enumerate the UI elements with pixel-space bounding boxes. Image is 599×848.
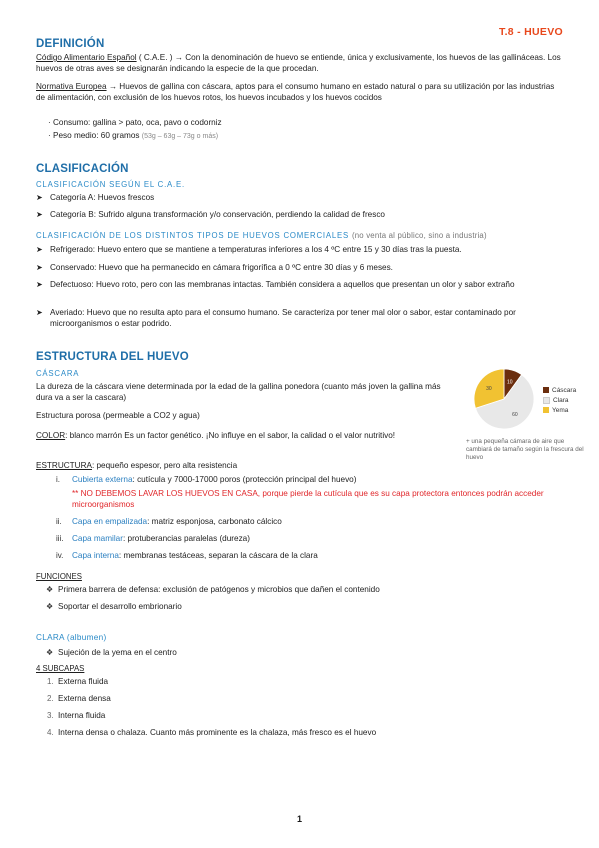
- arrow-bullet-icon: ➤: [36, 308, 43, 317]
- legend-label: Clara: [553, 397, 569, 404]
- funciones-title: FUNCIONES: [36, 572, 82, 581]
- egg-composition-pie-chart: [466, 366, 542, 432]
- pie-label-cáscara: 10: [506, 379, 513, 386]
- layer-number: i.: [56, 475, 60, 484]
- color-label: COLOR: [36, 431, 66, 440]
- consumo-line: · Consumo: gallina > pato, oca, pavo o codorniz: [48, 118, 222, 127]
- layer-name: Capa mamilar: [72, 534, 123, 543]
- subcapa-number: 1.: [47, 677, 54, 686]
- pie-caption: + una pequeña cámara de aire que cambiará de tamaño según la frescura del huevo: [466, 438, 584, 461]
- layer-number: iii.: [56, 534, 64, 543]
- type-averiado: Averiado: Huevo que no resulta apto para el consumo humano. Se caracteriza por tener mal olor o sabor, estar contaminado por microorganismos o estar podrido.: [50, 308, 516, 328]
- pie-label-yema: 30: [486, 386, 492, 393]
- diamond-bullet-icon: ❖: [46, 648, 54, 657]
- layer-mamilar: [72, 534, 250, 545]
- subcapa-number: 3.: [47, 711, 54, 720]
- estructura-label: ESTRUCTURA: [36, 461, 92, 470]
- layer-text: : matriz esponjosa, carbonato cálcico: [147, 517, 282, 526]
- legend-label: Cáscara: [552, 387, 577, 394]
- layer-name: Cubierta externa: [72, 475, 133, 484]
- pie-legend: [543, 386, 576, 416]
- peso-text: · Peso medio: 60 gramos: [48, 131, 140, 140]
- subtitle-cae: CLASIFICACIÓN SEGÚN EL C.A.E.: [36, 180, 185, 189]
- arrow-bullet-icon: ➤: [36, 263, 43, 272]
- type-defectuoso: Defectuoso: Huevo roto, pero con las membranas intactas. También considera a aquellos que presentan un olor y sabor extraño: [50, 280, 515, 289]
- layer-interna: [72, 551, 318, 562]
- legend-item-cascara: [543, 386, 576, 396]
- topic-tag: T.8 - HUEVO: [499, 26, 563, 38]
- arrow-bullet-icon: ➤: [36, 210, 43, 219]
- dureza-paragraph: La dureza de la cáscara viene determinada por la edad de la gallina ponedora (cuanto más joven la gallina más dura va a ser la cascara): [36, 382, 441, 402]
- cae-label: Código Alimentario Español: [36, 53, 137, 62]
- pie-label-clara: 60: [512, 412, 518, 419]
- arrow-bullet-icon: ➤: [36, 245, 43, 254]
- estructura-text: : pequeño espesor, pero alta resistencia: [91, 461, 238, 470]
- type-refrigerado: Refrigerado: Huevo entero que se mantiene a temperaturas inferiores a los 4 ºC entre 15 y 30 días tras la puesta.: [50, 245, 462, 254]
- peso-line: [48, 131, 218, 143]
- subtitle-comerciales: [36, 231, 487, 240]
- section-title-estructura: ESTRUCTURA DEL HUEVO: [36, 351, 189, 363]
- subtitle-comerciales-note: (no venta al público, sino a industria): [351, 231, 487, 240]
- page-number: 1: [296, 814, 302, 824]
- subcapa-item: Interna fluida: [58, 711, 106, 720]
- funcion-item: Soportar el desarrollo embrionario: [58, 602, 182, 611]
- layer-number: iv.: [56, 551, 64, 560]
- color-text: : blanco marrón Es un factor genético. ¡No influye en el sabor, la calidad o el valor nutritivo!: [65, 431, 396, 440]
- subcapa-number: 2.: [47, 694, 54, 703]
- subtitle-clara: CLARA (albumen): [36, 633, 107, 642]
- section-title-clasificacion: CLASIFICACIÓN: [36, 163, 129, 175]
- category-b: Categoría B: Sufrido alguna transformación y/o conservación, perdiendo la calidad de fresco: [50, 210, 385, 219]
- warning-note: ** NO DEBEMOS LAVAR LOS HUEVOS EN CASA, porque pierde la cutícula que es su capa protectora entonces podrán acceder microorganismos: [72, 489, 544, 509]
- diamond-bullet-icon: ❖: [46, 602, 54, 611]
- legend-swatch: [543, 387, 549, 393]
- legend-swatch: [543, 397, 550, 404]
- layer-text: : protuberancias paralelas (dureza): [122, 534, 250, 543]
- cae-paragraph: [36, 53, 564, 75]
- section-title-definicion: DEFINICIÓN: [36, 38, 105, 50]
- layer-empalizada: [72, 517, 282, 528]
- category-a: Categoría A: Huevos frescos: [50, 193, 155, 202]
- normativa-paragraph: [36, 82, 564, 104]
- arrow-bullet-icon: ➤: [36, 193, 43, 202]
- subtitle-cascara: CÁSCARA: [36, 369, 80, 378]
- porosa-line: Estructura porosa (permeable a CO2 y agua): [36, 411, 200, 420]
- subcapas-title: 4 SUBCAPAS: [36, 664, 85, 673]
- layer-text: : cutícula y 7000-17000 poros (protección principal del huevo): [132, 475, 357, 484]
- type-conservado: Conservado: Huevo que ha permanecido en cámara frigorífica a 0 ºC entre 30 días y 6 meses.: [50, 263, 393, 272]
- legend-item-clara: [543, 396, 576, 406]
- subcapa-item: Interna densa o chalaza. Cuanto más prominente es la chalaza, más fresco es el huevo: [58, 728, 377, 737]
- estructura-line: [36, 461, 456, 472]
- legend-swatch: [543, 407, 549, 413]
- funcion-item: Primera barrera de defensa: exclusión de patógenos y microbios que dañen el contenido: [58, 585, 380, 594]
- legend-label: Yema: [552, 407, 569, 414]
- color-paragraph: [36, 431, 456, 442]
- arrow-bullet-icon: ➤: [36, 280, 43, 289]
- layer-cubierta: [72, 475, 356, 486]
- subcapa-item: Externa densa: [58, 694, 111, 703]
- layer-name: Capa interna: [72, 551, 119, 560]
- cae-text: ( C.A.E. ) → Con la denominación de huevo se entiende, única y exclusivamente, los huevos de las gallináceas. Los huevos de otras aves se designarán indicando la especie de la que procedan.: [36, 53, 561, 73]
- layer-name: Capa en empalizada: [72, 517, 148, 526]
- subcapa-item: Externa fluida: [58, 677, 109, 686]
- subtitle-comerciales-text: CLASIFICACIÓN DE LOS DISTINTOS TIPOS DE HUEVOS COMERCIALES: [36, 231, 349, 240]
- layer-text: : membranas testáceas, separan la cáscara de la clara: [118, 551, 318, 560]
- legend-item-yema: [543, 406, 576, 416]
- ne-text: → Huevos de gallina con cáscara, aptos para el consumo humano en estado natural o para su utilización por las industrias de alimentación, con exclusión de los huevos rotos, los huevos incubados y los huevos cocidos: [36, 82, 555, 102]
- ne-label: Normativa Europea: [36, 82, 107, 91]
- subcapa-number: 4.: [47, 728, 54, 737]
- clara-item: Sujeción de la yema en el centro: [58, 648, 177, 657]
- layer-number: ii.: [56, 517, 62, 526]
- diamond-bullet-icon: ❖: [46, 585, 54, 594]
- peso-note: (53g – 63g – 73g o más): [141, 133, 219, 140]
